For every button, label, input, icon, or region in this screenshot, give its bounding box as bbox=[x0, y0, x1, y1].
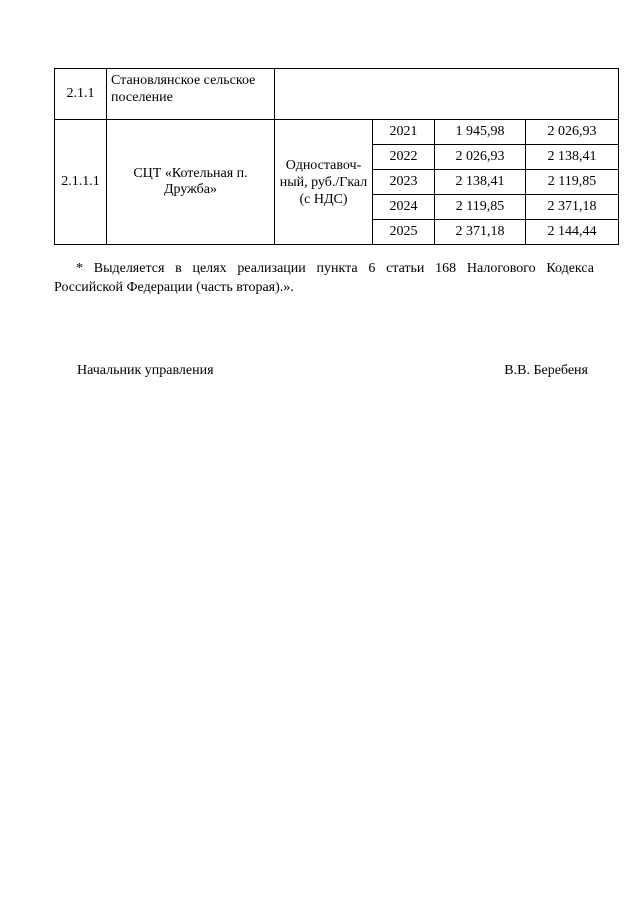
value-cell: 2 138,41 bbox=[526, 145, 619, 170]
value-cell: 1 945,98 bbox=[435, 120, 526, 145]
year-cell: 2023 bbox=[373, 170, 435, 195]
value-cell: 2 026,93 bbox=[435, 145, 526, 170]
item-unit: Одноставоч-ный, руб./Гкал (с НДС) bbox=[275, 120, 373, 245]
table-row bbox=[55, 120, 619, 145]
value-cell: 2 026,93 bbox=[526, 120, 619, 145]
group-empty-cell bbox=[275, 69, 619, 120]
value-cell: 2 119,85 bbox=[435, 195, 526, 220]
signature-name: В.В. Беребеня bbox=[504, 363, 588, 378]
tariff-table bbox=[54, 68, 619, 245]
year-cell: 2024 bbox=[373, 195, 435, 220]
signature-title: Начальник управления bbox=[77, 363, 214, 378]
group-number: 2.1.1 bbox=[55, 69, 107, 120]
group-name: Становлянское сельское поселение bbox=[107, 69, 275, 120]
value-cell: 2 371,18 bbox=[435, 220, 526, 245]
value-cell: 2 371,18 bbox=[526, 195, 619, 220]
year-cell: 2025 bbox=[373, 220, 435, 245]
item-number: 2.1.1.1 bbox=[55, 120, 107, 245]
value-cell: 2 119,85 bbox=[526, 170, 619, 195]
item-name: СЦТ «Котельная п. Дружба» bbox=[107, 120, 275, 245]
year-cell: 2022 bbox=[373, 145, 435, 170]
table-row-group bbox=[55, 69, 619, 120]
footnote: * Выделяется в целях реализации пункта 6 статьи 168 Налогового Кодекса Российской Федерации (часть вторая).». bbox=[54, 261, 594, 295]
value-cell: 2 138,41 bbox=[435, 170, 526, 195]
value-cell: 2 144,44 bbox=[526, 220, 619, 245]
year-cell: 2021 bbox=[373, 120, 435, 145]
